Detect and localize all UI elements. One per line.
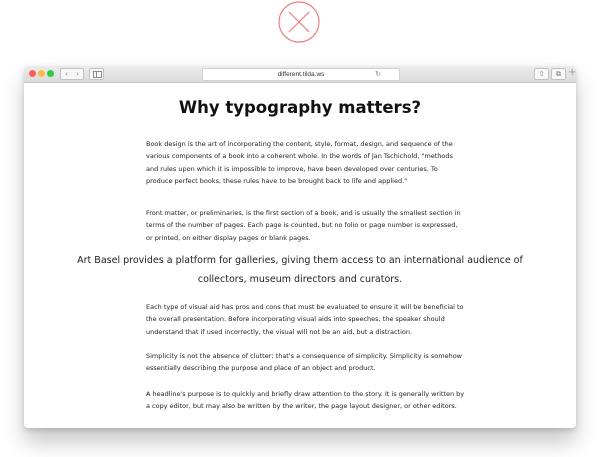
paragraph: Front matter, or preliminaries, is the first section of a book, and is usually the smallest section in terms of the number of pages. Each page is counted, but no folio or page number is expressed, or printed, on either display pages or blank pages.	[146, 209, 461, 242]
chevron-left-icon[interactable]: ‹	[60, 68, 73, 80]
paragraph: A headline's purpose is to quickly and briefly draw attention to the story. It is generally written by a copy editor, but may also be written by the writer, the page layout designer, or other editors.	[146, 390, 465, 411]
minimize-window-button[interactable]	[38, 70, 45, 77]
chevron-right-icon[interactable]: ›	[72, 68, 84, 80]
paragraph: Book design is the art of incorporating the content, style, format, design, and sequence of the various components of a book into a coherent whole. In the words of Jan Tschichold, "methods and rules upon which it is impossible to improve, have been developed over centuries. To produce perfect books, these rules have to be brought back to life and applied."	[146, 140, 453, 185]
paragraph: Simplicity is not the absence of clutter; that's a consequence of simplicity. Simplicity is somehow essentially describing the purpose and place of an object and product.	[146, 352, 462, 373]
page-title: Why typography matters?	[178, 98, 422, 117]
reload-icon[interactable]: ↻	[375, 71, 381, 78]
plus-icon[interactable]: +	[568, 67, 576, 78]
pull-quote	[24, 251, 576, 289]
paragraph: Each type of visual aid has pros and cons that must be evaluated to ensure it will be beneficial to the overall presentation. Before incorporating visual aids into speeches, the speaker should understand that if used incorrectly, the visual will not be an aid, but a distraction.	[146, 303, 464, 336]
close-window-button[interactable]	[29, 70, 36, 77]
pull-quote-line: collectors, museum directors and curators.	[197, 274, 403, 285]
pull-quote-line: Art Basel provides a platform for galleries, giving them access to an international audience of	[77, 255, 523, 266]
tabs-icon[interactable]: ⧉	[551, 68, 566, 80]
close-circle-icon[interactable]	[277, 0, 321, 44]
page-content	[24, 83, 576, 428]
url-text: different.tilda.ws	[277, 71, 325, 78]
browser-window	[24, 66, 576, 428]
zoom-window-button[interactable]	[47, 70, 54, 77]
share-icon[interactable]: ⇧	[534, 68, 549, 80]
browser-toolbar	[24, 66, 576, 83]
address-bar[interactable]	[202, 68, 400, 81]
sidebar-icon[interactable]	[89, 68, 104, 80]
